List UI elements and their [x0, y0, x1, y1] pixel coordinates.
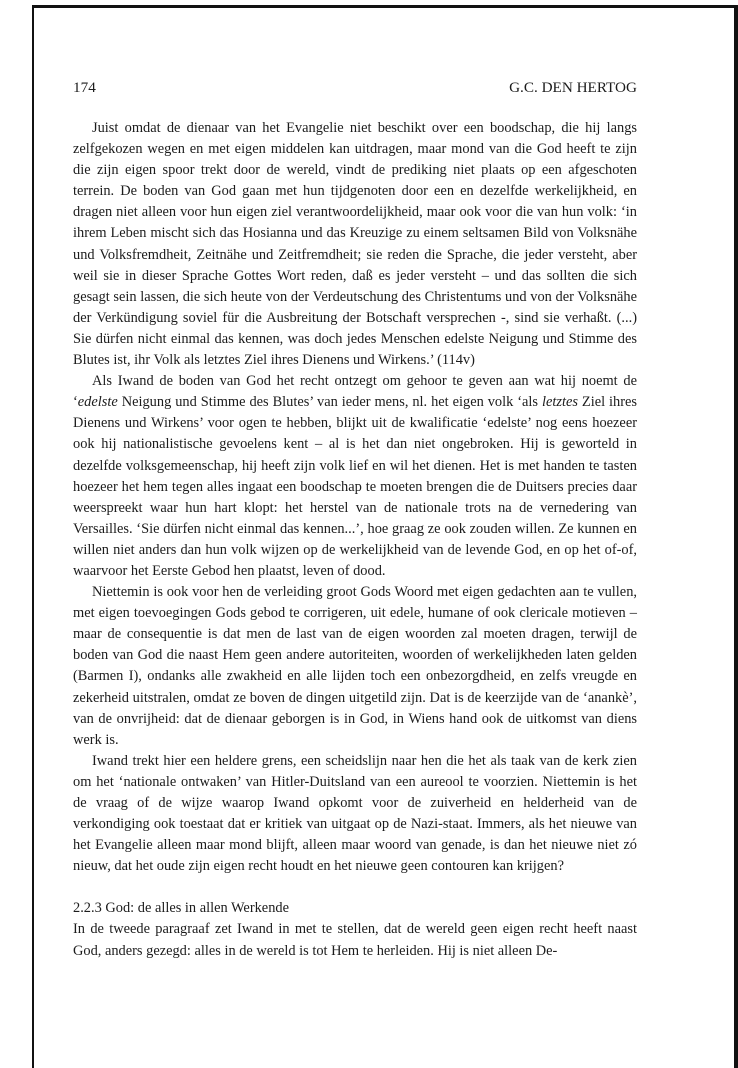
paragraph-text: Juist omdat de dienaar van het Evangelie niet beschikt over een boodschap, die hij langs zelfgekozen wegen en met eigen middelen kan uitdragen, maar mond van die God heeft te zijn die zijn eigen spoor trekt door de wereld, vindt de prediking niet plaats op een afgeschoten terrein. De boden van God gaan met hun tijdgenoten door een en dezelfde werkelijkheid, en dragen niet alleen voor hun eigen ziel verantwoordelijkheid, maar ook voor die van hun volk: ‘in ihrem Leben mischt sich das Hosianna und das Kreuzige zu einem seltsamen Bild von Volksnähe und Volksfremdheit, Zeitnähe und Zeitfremdheit; sie reden die Sprache, die jeder versteht, aber weil sie in dieser Sprache Gottes Wort reden, daß es jeder versteht – und das sollten die sich gesagt sein lassen, die sich heute von der Verdeutschung des Christentums und von der Volksnähe der Verkündigung soviel für die Ausbreitung der Botschaft versprechen -, sind sie verhaßt. (...) Sie dürfen nicht einmal das kennen, was doch jedes Menschen edelste Neigung und Stimme des Blutes ist, ihr Volk als letztes Ziel ihres Dienens und Wirkens.’ (114v): [73, 120, 637, 369]
italic-term: letztes: [541, 394, 578, 411]
section-paragraph: In de tweede paragraaf zet Iwand in met te stellen, dat de wereld geen eigen recht heeft naast God, anders gezegd: alles in de wereld is tot Hem te herleiden. Hij is niet alleen De-: [73, 921, 637, 959]
paragraph: [73, 371, 637, 582]
page-number: 174: [73, 79, 96, 96]
paragraph-text: Als Iwand de boden van God het recht ontzegt om gehoor te geven aan wat hij noemt de ‘: [73, 373, 637, 411]
paragraph: [73, 582, 637, 751]
scan-edge-left: [32, 5, 34, 1068]
running-head: [73, 79, 637, 97]
paragraph-text: Ziel ihres Dienens und Wirkens’ voor ogen te hebben, blijkt uit de kwalificatie ‘edelste’ nog eens hoezeer ook hij nationalistische gevoelens kent – al is het dan niet ongebroken. Hij is geworteld in dezelfde volksgemeenschap, hij heeft zijn volk lief en wil het dienen. Het is met handen te tasten hoezeer het hem tegen alles ingaat een boodschap te moeten brengen die de Duitsers precies daar weerspreekt waar hun hart klopt: het herstel van de nationale trots na de vernedering van Versailles. ‘Sie dürfen nicht einmal das kennen...’, hoe graag ze ook zouden willen. Ze kunnen en willen niet anders dan hun volk wijzen op de werkelijkheid van de levende God, en op het of-of, waarvoor het Eerste Gebod hen plaatst, leven of dood.: [73, 394, 638, 579]
italic-term: edelste: [77, 394, 118, 411]
section-heading: 2.2.3 God: de alles in allen Werkende: [73, 900, 289, 917]
paragraph-text: Iwand trekt hier een heldere grens, een scheidslijn naar hen die het als taak van de kerk zien om het ‘nationale ontwaken’ van Hitler-Duitsland van een aureool te voorzien. Niettemin is het de vraag of de wijze waarop Iwand opkomt voor de zuiverheid en helderheid van de verkondiging ook toestaat dat er kritiek van uitgaat op de Nazi-staat. Immers, als het nieuwe van het Evangelie alleen maar mond blijft, alleen maar woord van genade, is dan het nieuwe niet zó nieuw, dat het oude zijn eigen recht houdt en het nieuwe geen contouren kan krijgen?: [73, 752, 637, 875]
paragraph-text: Niettemin is ook voor hen de verleiding groot Gods Woord met eigen gedachten aan te vullen, met eigen toevoegingen Gods gebod te corrigeren, uit edele, humane of ook clericale motieven – maar de consequentie is dat men de last van de eigen woorden zal moeten dragen, terwijl de boden van God die naast Hem geen andere autoriteiten, woorden of werkelijkheden laten gelden (Barmen I), ondanks alle zwakheid en alle lijden toch een onbezorgdheid, en zelfs vreugde en zekerheid uitstralen, omdat ze boven de dingen uitgetild zijn. Dat is de keerzijde van de ‘anankè’, van de onvrijheid: dat de dienaar geborgen is in God, in Wiens hand ook de uitkomst van diens werk is.: [73, 584, 637, 748]
paragraph-text: Neigung und Stimme des Blutes’ van ieder mens, nl. het eigen volk ‘als: [117, 394, 542, 411]
body-text: [73, 118, 637, 962]
paragraph: [73, 751, 637, 878]
scan-edge-top: [32, 5, 738, 8]
running-title: G.C. DEN HERTOG: [509, 79, 637, 96]
paragraph: [73, 118, 637, 371]
scan-edge-right: [734, 5, 738, 1068]
